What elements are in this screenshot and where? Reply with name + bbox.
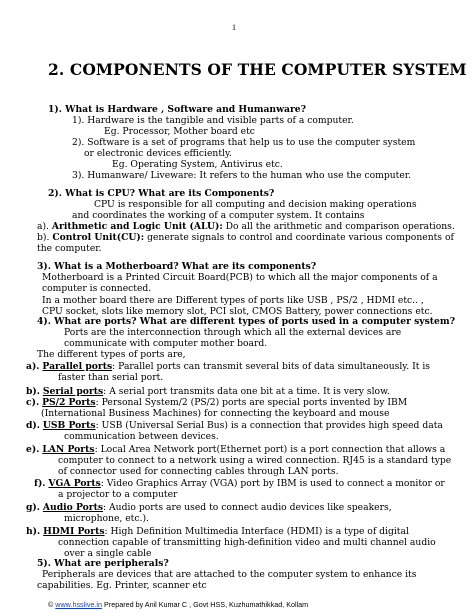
port-item-lan-cont-2: of connector used for connecting cables through LAN ports. bbox=[58, 466, 339, 477]
s1-line-1: 1). Hardware is the tangible and visible parts of a computer. bbox=[72, 115, 354, 126]
port-item-parallel: a). Parallel ports: Parallel ports can transmit several bits of data simultaneously. It is bbox=[26, 361, 431, 372]
s3-line-2: computer is connected. bbox=[42, 283, 152, 294]
footer: © www.hsslive.in Prepared by Anil Kumar C , Govt HSS, Kuzhumathikkad, Kollam bbox=[48, 600, 309, 609]
footer-link[interactable]: www.hsslive.in bbox=[55, 600, 103, 609]
page-number: 1 bbox=[232, 23, 236, 32]
s1-line-4: or electronic devices efficiently. bbox=[84, 148, 232, 159]
s2-line-2: and coordinates the working of a computer system. It contains bbox=[72, 210, 365, 221]
s4-line-3: The different types of ports are, bbox=[37, 349, 186, 360]
s1-line-2: Eg. Processor, Mother board etc bbox=[104, 126, 255, 137]
s2-item-cu-cont: the computer. bbox=[37, 243, 102, 254]
port-item-audio: g). Audio Ports: Audio ports are used to connect audio devices like speakers, bbox=[26, 502, 392, 513]
port-item-parallel-cont: faster than serial port. bbox=[58, 372, 164, 383]
s5-line-1: Peripherals are devices that are attached to the computer system to enhance its bbox=[42, 569, 417, 580]
s2-line-1: CPU is responsible for all computing and decision making operations bbox=[94, 199, 417, 210]
question-5: 5). What are peripherals? bbox=[37, 558, 169, 569]
s3-line-3: In a mother board there are Different types of ports like USB , PS/2 , HDMI etc.. , bbox=[42, 295, 424, 306]
question-3: 3). What is a Motherboard? What are its components? bbox=[37, 261, 317, 272]
port-item-audio-cont: microphone, etc.). bbox=[64, 513, 149, 524]
s1-line-3: 2). Software is a set of programs that help us to use the computer system bbox=[72, 137, 416, 148]
s2-item-alu: a). Arithmetic and Logic Unit (ALU): Do all the arithmetic and comparison operations. bbox=[37, 221, 455, 232]
question-2: 2). What is CPU? What are its Components? bbox=[48, 188, 275, 199]
s3-line-4: CPU socket, slots like memory slot, PCI slot, CMOS Battery, power connections etc. bbox=[42, 306, 433, 317]
s2-item-cu: b). Control Unit(CU): generate signals to control and coordinate various components of bbox=[37, 232, 454, 243]
question-4: 4). What are ports? What are different types of ports used in a computer system? bbox=[37, 316, 455, 327]
port-item-hdmi-cont-1: connection capable of transmitting high-definition video and multi channel audio bbox=[58, 537, 436, 548]
s1-line-5: Eg. Operating System, Antivirus etc. bbox=[112, 159, 283, 170]
question-1: 1). What is Hardware , Software and Humanware? bbox=[48, 104, 307, 115]
s5-line-2: capabilities. Eg. Printer, scanner etc bbox=[37, 580, 207, 591]
port-item-lan-cont-1: computer to connect to a network using a wired connection. RJ45 is a standard type bbox=[58, 455, 452, 466]
port-item-vga: f). VGA Ports: Video Graphics Array (VGA) port by IBM is used to connect a monitor or bbox=[34, 478, 445, 489]
s4-line-2: communicate with computer mother board. bbox=[64, 338, 268, 349]
port-item-hdmi-cont-2: over a single cable bbox=[64, 548, 152, 559]
s3-line-1: Motherboard is a Printed Circuit Board(PCB) to which all the major components of a bbox=[42, 272, 438, 283]
port-item-serial: b). Serial ports: A serial port transmits data one bit at a time. It is very slow. bbox=[26, 386, 390, 397]
port-item-hdmi: h). HDMI Ports: High Definition Multimedia Interface (HDMI) is a type of digital bbox=[26, 526, 409, 537]
page-title: 2. COMPONENTS OF THE COMPUTER SYSTEM bbox=[48, 60, 467, 79]
s1-line-6: 3). Humanware/ Liveware: It refers to the human who use the computer. bbox=[72, 170, 412, 181]
port-item-lan: e). LAN Ports: Local Area Network port(Ethernet port) is a port connection that allows a bbox=[26, 444, 446, 455]
port-item-ps2-cont: (International Business Machines) for connecting the keyboard and mouse bbox=[41, 408, 390, 419]
port-item-usb-cont: communication between devices. bbox=[64, 431, 219, 442]
port-item-usb: d). USB Ports: USB (Universal Serial Bus) is a connection that provides high speed data bbox=[26, 420, 443, 431]
port-item-ps2: c). PS/2 Ports: Personal System/2 (PS/2) ports are special ports invented by IBM bbox=[26, 397, 408, 408]
s4-line-1: Ports are the interconnection through which all the external devices are bbox=[64, 327, 402, 338]
port-item-vga-cont: a projector to a computer bbox=[58, 489, 178, 500]
